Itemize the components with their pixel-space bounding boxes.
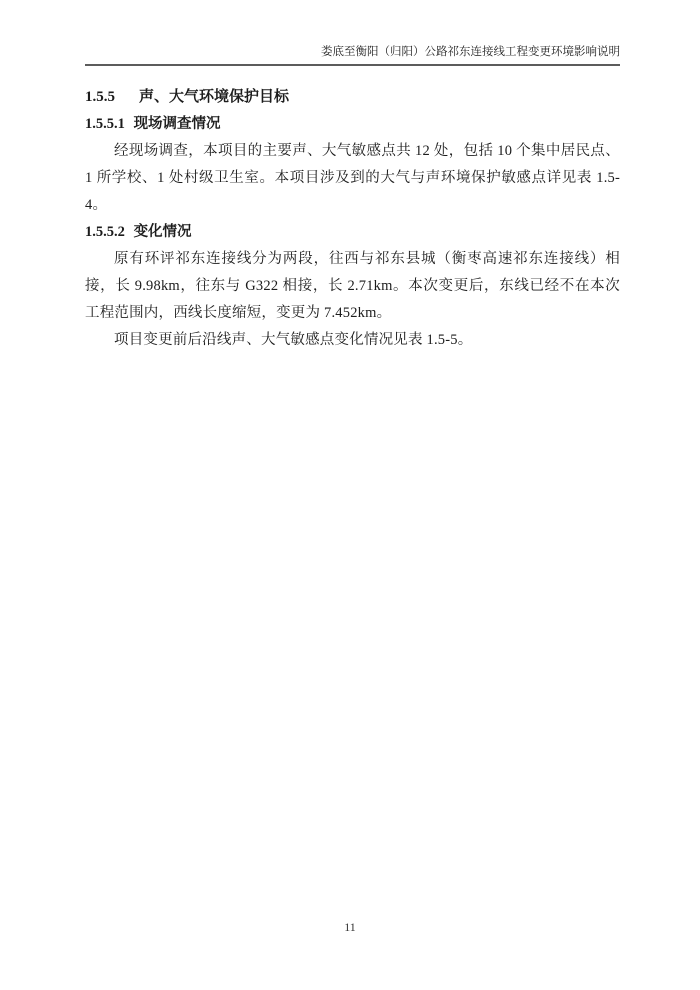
section-number: 1.5.5.1 <box>85 116 125 132</box>
page-number: 11 <box>344 920 356 934</box>
paragraph-survey: 经现场调查，本项目的主要声、大气敏感点共 12 处，包括 10 个集中居民点、1 所学校、1 处村级卫生室。本项目涉及到的大气与声环境保护敏感点详见表 1.5-4。 <box>85 143 620 213</box>
section-heading-1-5-5-2 <box>85 219 620 246</box>
page-header <box>85 44 620 66</box>
section-number: 1.5.5.2 <box>85 224 125 240</box>
section-title: 现场调查情况 <box>133 116 221 132</box>
running-title: 娄底至衡阳（归阳）公路祁东连接线工程变更环境影响说明 <box>321 46 620 58</box>
page-footer <box>0 920 700 935</box>
section-title: 声、大气环境保护目标 <box>139 89 290 105</box>
paragraph-change: 原有环评祁东连接线分为两段，往西与祁东县城（衡枣高速祁东连接线）相接，长 9.98km，往东与 G322 相接，长 2.71km。本次变更后，东线已经不在本次工程范围内，西线长度缩短，变更为 7.452km。 <box>85 251 620 321</box>
paragraph-table-ref: 项目变更前后沿线声、大气敏感点变化情况见表 1.5-5。 <box>114 332 473 348</box>
section-number: 1.5.5 <box>85 89 115 105</box>
section-heading-1-5-5 <box>85 84 620 111</box>
section-title: 变化情况 <box>133 224 192 240</box>
section-heading-1-5-5-1 <box>85 111 620 138</box>
document-body <box>85 84 620 354</box>
